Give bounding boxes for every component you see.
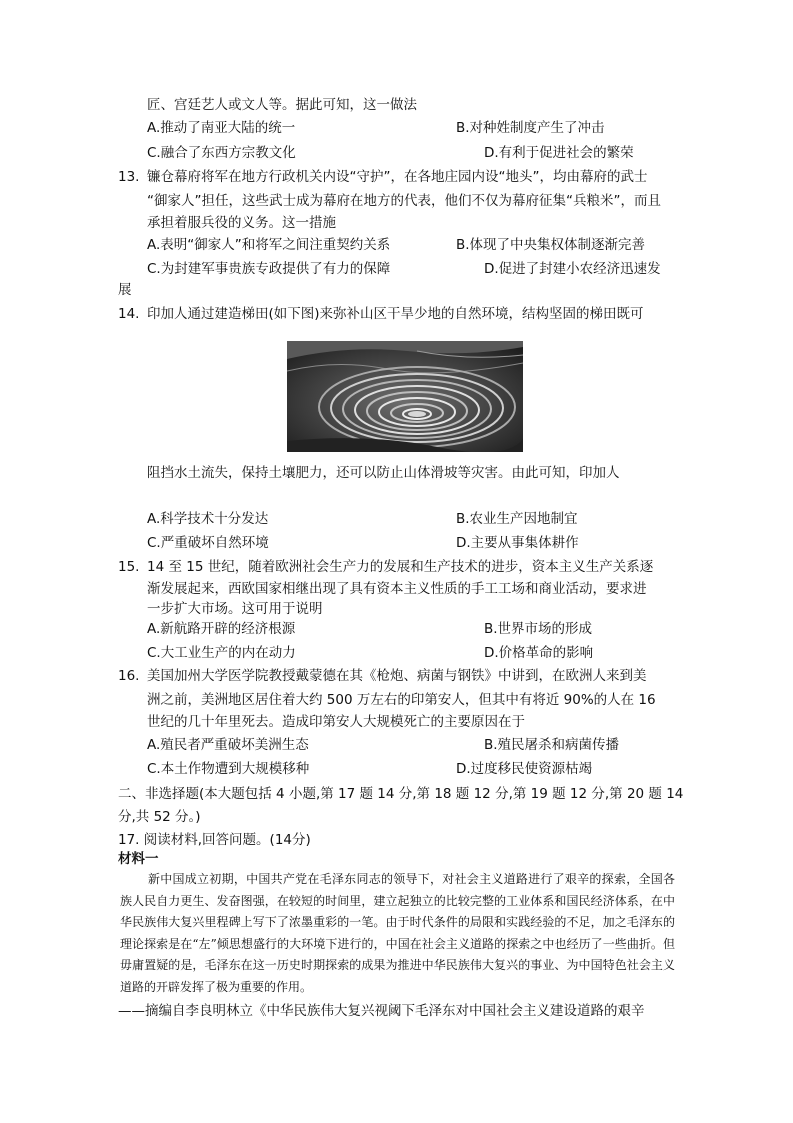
q16-option-b: B.殖民屠杀和病菌传播 — [484, 737, 620, 753]
q15-option-d: D.价格革命的影响 — [484, 645, 594, 661]
q15-stem-line-1: 14 至 15 世纪，随着欧洲社会生产力的发展和生产技术的进步，资本主义生产关系逐 — [147, 559, 654, 575]
q12-option-b: B.对种姓制度产生了冲击 — [456, 120, 605, 136]
q16-stem-line-3: 世纪的几十年里死去。造成印第安人大规模死亡的主要原因在于 — [147, 714, 525, 730]
q16-option-c: C.本土作物遭到大规模移种 — [147, 761, 310, 777]
q12-option-d: D.有利于促进社会的繁荣 — [484, 145, 634, 161]
q14-number: 14. — [118, 306, 140, 322]
section2-heading-line-2: 分,共 52 分。) — [118, 809, 201, 825]
q12-stem-tail: 匠、宫廷艺人或文人等。据此可知，这一做法 — [147, 97, 417, 113]
q15-stem-line-2: 渐发展起来，西欧国家相继出现了具有资本主义性质的手工工场和商业活动，要求进 — [147, 581, 647, 597]
q13-option-a: A.表明“御家人”和将军之间注重契约关系 — [147, 237, 391, 253]
q14-option-a: A.科学技术十分发达 — [147, 511, 269, 527]
q14-stem-line-1: 印加人通过建造梯田(如下图)来弥补山区干旱少地的自然环境，结构坚固的梯田既可 — [147, 306, 644, 322]
q16-stem-line-1: 美国加州大学医学院教授戴蒙德在其《枪炮、病菌与钢铁》中讲到，在欧洲人来到美 — [147, 668, 647, 684]
terrace-photo — [287, 341, 523, 452]
q14-stem-line-2: 阻挡水土流失，保持土壤肥力，还可以防止山体滑坡等灾害。由此可知，印加人 — [147, 465, 620, 481]
q13-stem-line-3: 承担着服兵役的义务。这一措施 — [147, 215, 336, 231]
q16-option-a: A.殖民者严重破坏美洲生态 — [147, 737, 309, 753]
q14-option-d: D.主要从事集体耕作 — [456, 535, 579, 551]
q13-option-d: D.促进了封建小农经济迅速发 — [484, 261, 661, 277]
q17-heading: 17. 阅读材料,回答问题。(14分) — [118, 832, 311, 848]
q13-stem-line-2: “御家人”担任，这些武士成为幕府在地方的代表，他们不仅为幕府征集“兵粮米”，而且 — [147, 193, 661, 209]
q13-option-c: C.为封建军事贵族专政提供了有力的保障 — [147, 261, 391, 277]
q12-option-c: C.融合了东西方宗教文化 — [147, 145, 296, 161]
q13-stem-line-1: 镰仓幕府将军在地方行政机关内设“守护”，在各地庄园内设“地头”，均由幕府的武士 — [147, 169, 648, 185]
q17-material-source: ——摘编自李良明林立《中华民族伟大复兴视阈下毛泽东对中国社会主义建设道路的艰辛 — [118, 1003, 645, 1019]
q13-option-b: B.体现了中央集权体制逐渐完善 — [456, 237, 646, 253]
q15-number: 15. — [118, 559, 140, 575]
q15-option-c: C.大工业生产的内在动力 — [147, 645, 296, 661]
section2-heading-line-1: 二、非选择题(本大题包括 4 小题,第 17 题 14 分,第 18 题 12 分,第 19 题 12 分,第 20 题 14 — [118, 786, 684, 802]
q17-material-text: 新中国成立初期，中国共产党在毛泽东同志的领导下，对社会主义道路进行了艰辛的探索，全国各族人民自力更生、发奋图强，在较短的时间里，建立起独立的比较完整的工业体系和国民经济体系，在中华民族伟大复兴里程碑上写下了浓墨重彩的一笔。由于时代条件的局限和实践经验的不足，加之毛泽东的理论探索是在“左”倾思想盛行的大环境下进行的，中国在社会主义道路的探索之中也经历了一些曲折。但毋庸置疑的是，毛泽东在这一历史时期探索的成果为推进中华民族伟大复兴的事业、为中国特色社会主义道路的开辟发挥了极为重要的作用。 — [120, 872, 675, 994]
q15-option-a: A.新航路开辟的经济根源 — [147, 621, 296, 637]
q13-number: 13. — [118, 169, 140, 185]
q16-number: 16. — [118, 668, 140, 684]
q17-material-title: 材料一 — [118, 851, 159, 867]
q14-option-c: C.严重破坏自然环境 — [147, 535, 269, 551]
q16-stem-line-2: 洲之前，美洲地区居住着大约 500 万左右的印第安人，但其中有将近 90%的人在 16 — [147, 692, 656, 708]
q14-option-b: B.农业生产因地制宜 — [456, 511, 578, 527]
q16-option-d: D.过度移民使资源枯竭 — [456, 761, 593, 777]
q15-option-b: B.世界市场的形成 — [484, 621, 593, 637]
q13-option-d-wrap: 展 — [118, 282, 132, 298]
q15-stem-line-3: 一步扩大市场。这可用于说明 — [147, 601, 323, 617]
q12-option-a: A.推动了南亚大陆的统一 — [147, 120, 296, 136]
